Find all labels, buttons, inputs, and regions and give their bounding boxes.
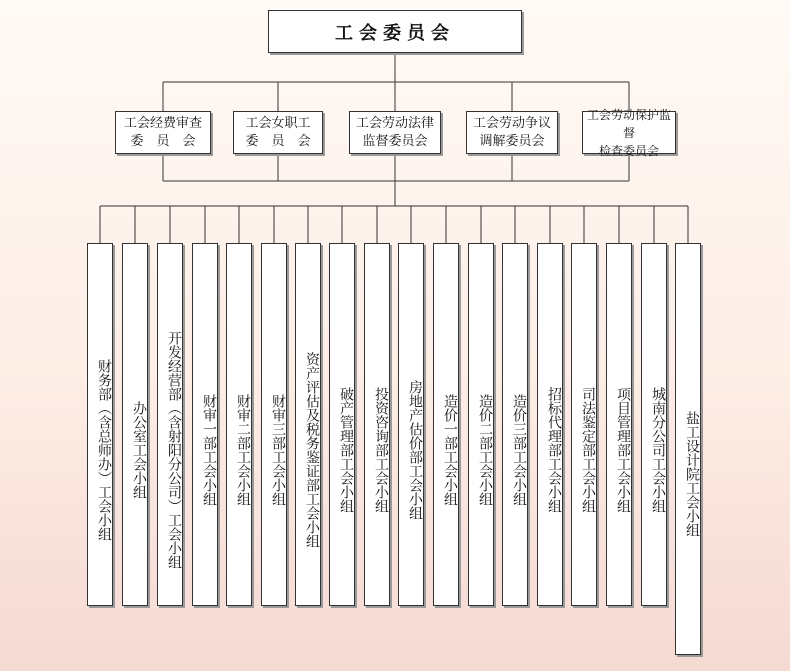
- dept-chengnan-branch: [641, 243, 667, 606]
- dept-cost-3: [502, 243, 528, 606]
- dept-design-institute: [675, 243, 701, 655]
- dept-audit-1: [192, 243, 218, 606]
- committee-label: 工会女职工 委 员 会: [245, 115, 311, 149]
- dept-bankruptcy: [329, 243, 355, 606]
- committee-women-workers: [233, 111, 323, 154]
- dept-tendering: [537, 243, 563, 606]
- dept-label: 开发经营部（含射阳分公司）工会小组: [166, 330, 182, 569]
- dept-asset-appraisal: [295, 243, 321, 606]
- committee-label: 工会劳动法律 监督委员会: [355, 115, 434, 149]
- dept-finance: [87, 243, 113, 606]
- dept-real-estate: [398, 243, 424, 606]
- dept-label: 造价一部工会小组: [442, 393, 458, 506]
- committee-label: 工会经费审查 委 员 会: [123, 115, 202, 149]
- committee-funds-audit: [115, 111, 211, 154]
- dept-label: 破产管理部工会小组: [338, 386, 354, 513]
- dept-label: 办公室工会小组: [131, 400, 147, 499]
- dept-development: [157, 243, 183, 606]
- dept-label: 造价三部工会小组: [511, 393, 527, 506]
- committee-labor-protection-inspection: [582, 107, 676, 158]
- dept-label: 房地产估价部工会小组: [407, 379, 423, 520]
- dept-cost-2: [468, 243, 494, 606]
- dept-label: 财审一部工会小组: [201, 393, 217, 506]
- dept-label: 财务部（含总师办）工会小组: [96, 358, 112, 541]
- dept-label: 投资咨询部工会小组: [373, 386, 389, 513]
- dept-cost-1: [433, 243, 459, 606]
- committee-labor-law-supervision: [349, 111, 441, 154]
- dept-audit-3: [261, 243, 287, 606]
- committee-labor-dispute-mediation: [466, 111, 558, 154]
- dept-audit-2: [226, 243, 252, 606]
- dept-investment: [364, 243, 390, 606]
- dept-judicial: [571, 243, 597, 606]
- dept-label: 城南分公司工会小组: [650, 386, 666, 513]
- dept-label: 招标代理部工会小组: [546, 386, 562, 513]
- union-committee-label: 工会委员会: [335, 22, 455, 44]
- dept-label: 财审三部工会小组: [270, 393, 286, 506]
- dept-label: 司法鉴定部工会小组: [580, 386, 596, 513]
- dept-label: 造价二部工会小组: [477, 393, 493, 506]
- union-committee-box: [268, 10, 522, 53]
- committee-label: 工会劳动保护监督 检查委员会: [586, 107, 671, 158]
- dept-label: 项目管理部工会小组: [615, 386, 631, 513]
- dept-label: 资产评估及税务鉴证部工会小组: [304, 351, 320, 548]
- dept-label: 财审二部工会小组: [235, 393, 251, 506]
- committee-label: 工会劳动争议 调解委员会: [472, 115, 551, 149]
- dept-project-management: [606, 243, 632, 606]
- dept-label: 盐工设计院工会小组: [684, 411, 700, 537]
- dept-office: [122, 243, 148, 606]
